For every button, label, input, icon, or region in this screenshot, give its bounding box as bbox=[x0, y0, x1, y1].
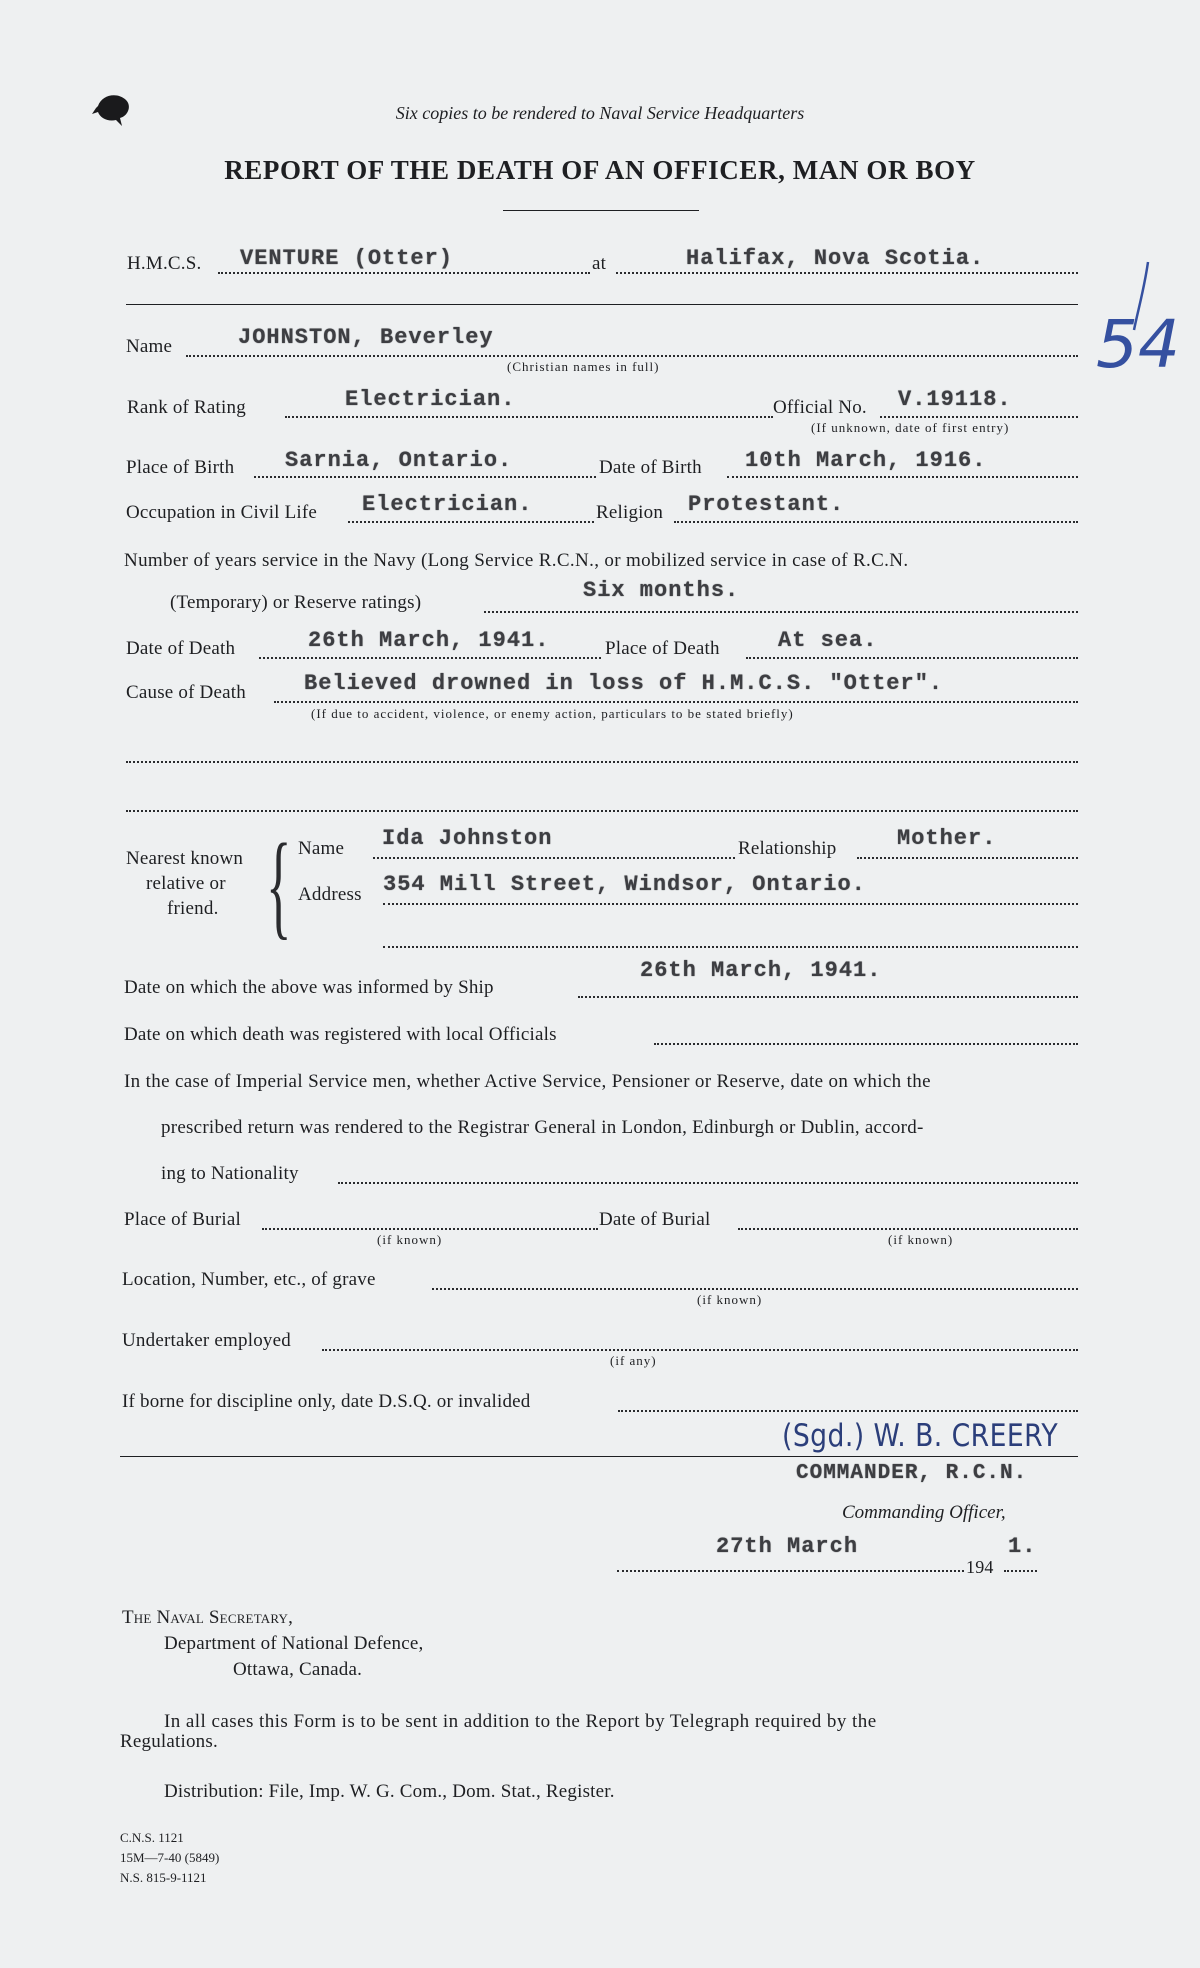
name-label: Name bbox=[126, 336, 173, 357]
official-no-field-line bbox=[880, 416, 1078, 418]
instruction-line-2: Regulations. bbox=[120, 1731, 218, 1752]
location-value: Halifax, Nova Scotia. bbox=[686, 246, 985, 271]
place-of-birth-label: Place of Birth bbox=[126, 457, 235, 478]
service-label-line1: Number of years service in the Navy (Long Service R.C.N., or mobilized service in case of R.C.N. bbox=[124, 550, 909, 571]
registered-field-line bbox=[654, 1043, 1078, 1045]
service-label-line2: (Temporary) or Reserve ratings) bbox=[170, 592, 422, 613]
place-of-burial-hint: (if known) bbox=[377, 1232, 443, 1247]
service-field-line bbox=[484, 611, 1078, 613]
registered-label: Date on which death was registered with local Officials bbox=[124, 1024, 557, 1045]
official-no-value: V.19118. bbox=[898, 387, 1012, 412]
margin-number: 54 bbox=[1090, 250, 1170, 400]
relationship-value: Mother. bbox=[897, 826, 997, 851]
report-date-field-line bbox=[617, 1570, 964, 1572]
year-field-line bbox=[1004, 1570, 1037, 1572]
date-of-birth-value: 10th March, 1916. bbox=[745, 448, 987, 473]
signature-divider bbox=[120, 1456, 1078, 1457]
place-of-burial-field-line bbox=[262, 1228, 598, 1230]
occupation-label: Occupation in Civil Life bbox=[126, 502, 318, 523]
report-year-digit: 1. bbox=[1008, 1534, 1037, 1559]
informed-label: Date on which the above was informed by Ship bbox=[124, 977, 494, 998]
occupation-value: Electrician. bbox=[362, 492, 533, 517]
cause-of-death-label: Cause of Death bbox=[126, 682, 246, 703]
relationship-field-line bbox=[857, 857, 1078, 859]
date-of-death-label: Date of Death bbox=[126, 638, 236, 659]
place-of-birth-value: Sarnia, Ontario. bbox=[285, 448, 513, 473]
discipline-label: If borne for discipline only, date D.S.Q. or invalided bbox=[122, 1391, 531, 1412]
grave-label: Location, Number, etc., of grave bbox=[122, 1269, 376, 1290]
hmcs-field-line bbox=[218, 272, 590, 274]
rank-field-line bbox=[285, 416, 773, 418]
name-hint: (Christian names in full) bbox=[507, 359, 660, 374]
addressee-line-3: Ottawa, Canada. bbox=[233, 1659, 363, 1680]
kin-name-value: Ida Johnston bbox=[382, 826, 553, 851]
address-field-line-2 bbox=[383, 946, 1078, 948]
grave-field-line bbox=[432, 1288, 1078, 1290]
official-no-label: Official No. bbox=[773, 397, 867, 418]
undertaker-hint: (if any) bbox=[610, 1353, 657, 1368]
form-code-3: N.S. 815-9-1121 bbox=[120, 1870, 207, 1885]
commanding-officer-label: Commanding Officer, bbox=[842, 1502, 1006, 1523]
cause-hint: (If due to accident, violence, or enemy action, particulars to be stated briefly) bbox=[311, 706, 794, 721]
at-label: at bbox=[592, 253, 607, 274]
nearest-label-1: Nearest known bbox=[126, 848, 244, 869]
extra-line-1 bbox=[126, 761, 1078, 763]
extra-line-2 bbox=[126, 810, 1078, 812]
grave-hint: (if known) bbox=[697, 1292, 763, 1307]
nearest-label-2: relative or bbox=[146, 873, 226, 894]
addressee-line-1: The Naval Secretary, bbox=[122, 1607, 294, 1628]
date-of-burial-label: Date of Burial bbox=[599, 1209, 711, 1230]
title-underline bbox=[503, 210, 699, 211]
place-of-death-value: At sea. bbox=[778, 628, 878, 653]
form-code-2: 15M—7-40 (5849) bbox=[120, 1850, 220, 1865]
occupation-field-line bbox=[348, 521, 594, 523]
imperial-line-1: In the case of Imperial Service men, whether Active Service, Pensioner or Reserve, date on which the bbox=[124, 1071, 931, 1092]
cause-of-death-value: Believed drowned in loss of H.M.C.S. "Otter". bbox=[304, 671, 944, 696]
informed-field-line bbox=[578, 996, 1078, 998]
imperial-line-2: prescribed return was rendered to the Registrar General in London, Edinburgh or Dublin, accord- bbox=[161, 1117, 924, 1138]
kin-name-field-line bbox=[373, 857, 735, 859]
instruction-line-1: In all cases this Form is to be sent in addition to the Report by Telegraph required by the bbox=[164, 1711, 877, 1732]
address-value: 354 Mill Street, Windsor, Ontario. bbox=[383, 872, 866, 897]
place-of-birth-field-line bbox=[254, 476, 596, 478]
copies-note: Six copies to be rendered to Naval Service Headquarters bbox=[395, 103, 805, 123]
address-label: Address bbox=[298, 884, 362, 905]
informed-value: 26th March, 1941. bbox=[640, 958, 882, 983]
signature-rank: COMMANDER, R.C.N. bbox=[796, 1462, 1028, 1485]
rank-value: Electrician. bbox=[345, 387, 516, 412]
hmcs-label: H.M.C.S. bbox=[127, 253, 202, 274]
addressee-line-2: Department of National Defence, bbox=[164, 1633, 424, 1654]
relationship-label: Relationship bbox=[738, 838, 837, 859]
brace-icon: { bbox=[266, 819, 292, 950]
place-of-burial-label: Place of Burial bbox=[124, 1209, 241, 1230]
place-of-death-field-line bbox=[746, 657, 1078, 659]
date-of-burial-hint: (if known) bbox=[888, 1232, 954, 1247]
date-of-death-value: 26th March, 1941. bbox=[308, 628, 550, 653]
signature-stamp: (Sgd.) W. B. CREERY bbox=[782, 1418, 1059, 1454]
year-prefix: 194 bbox=[966, 1557, 994, 1577]
form-title: REPORT OF THE DEATH OF AN OFFICER, MAN OR BOY bbox=[224, 155, 976, 185]
address-field-line-1 bbox=[383, 903, 1078, 905]
official-no-hint: (If unknown, date of first entry) bbox=[811, 420, 1010, 435]
place-of-death-label: Place of Death bbox=[605, 638, 720, 659]
religion-label: Religion bbox=[596, 502, 664, 523]
undertaker-field-line bbox=[322, 1349, 1078, 1351]
discipline-field-line bbox=[618, 1410, 1078, 1412]
name-value: JOHNSTON, Beverley bbox=[238, 325, 494, 350]
date-of-burial-field-line bbox=[738, 1228, 1078, 1230]
date-of-birth-label: Date of Birth bbox=[599, 457, 702, 478]
name-field-line bbox=[186, 355, 1078, 357]
section-divider bbox=[126, 304, 1078, 305]
ship-value: VENTURE (Otter) bbox=[240, 246, 454, 271]
undertaker-label: Undertaker employed bbox=[122, 1330, 291, 1351]
kin-name-label: Name bbox=[298, 838, 345, 859]
form-code-1: C.N.S. 1121 bbox=[120, 1830, 184, 1845]
imperial-line-3: ing to Nationality bbox=[161, 1163, 299, 1184]
imperial-field-line bbox=[338, 1182, 1078, 1184]
date-of-birth-field-line bbox=[727, 476, 1078, 478]
cause-of-death-field-line bbox=[274, 701, 1078, 703]
service-value: Six months. bbox=[583, 578, 740, 603]
date-of-death-field-line bbox=[259, 657, 601, 659]
religion-value: Protestant. bbox=[688, 492, 845, 517]
location-field-line bbox=[616, 272, 1078, 274]
nearest-label-3: friend. bbox=[167, 898, 219, 919]
report-date-value: 27th March bbox=[716, 1534, 859, 1559]
distribution-line: Distribution: File, Imp. W. G. Com., Dom. Stat., Register. bbox=[164, 1781, 615, 1802]
religion-field-line bbox=[674, 521, 1078, 523]
rank-label: Rank of Rating bbox=[127, 397, 246, 418]
